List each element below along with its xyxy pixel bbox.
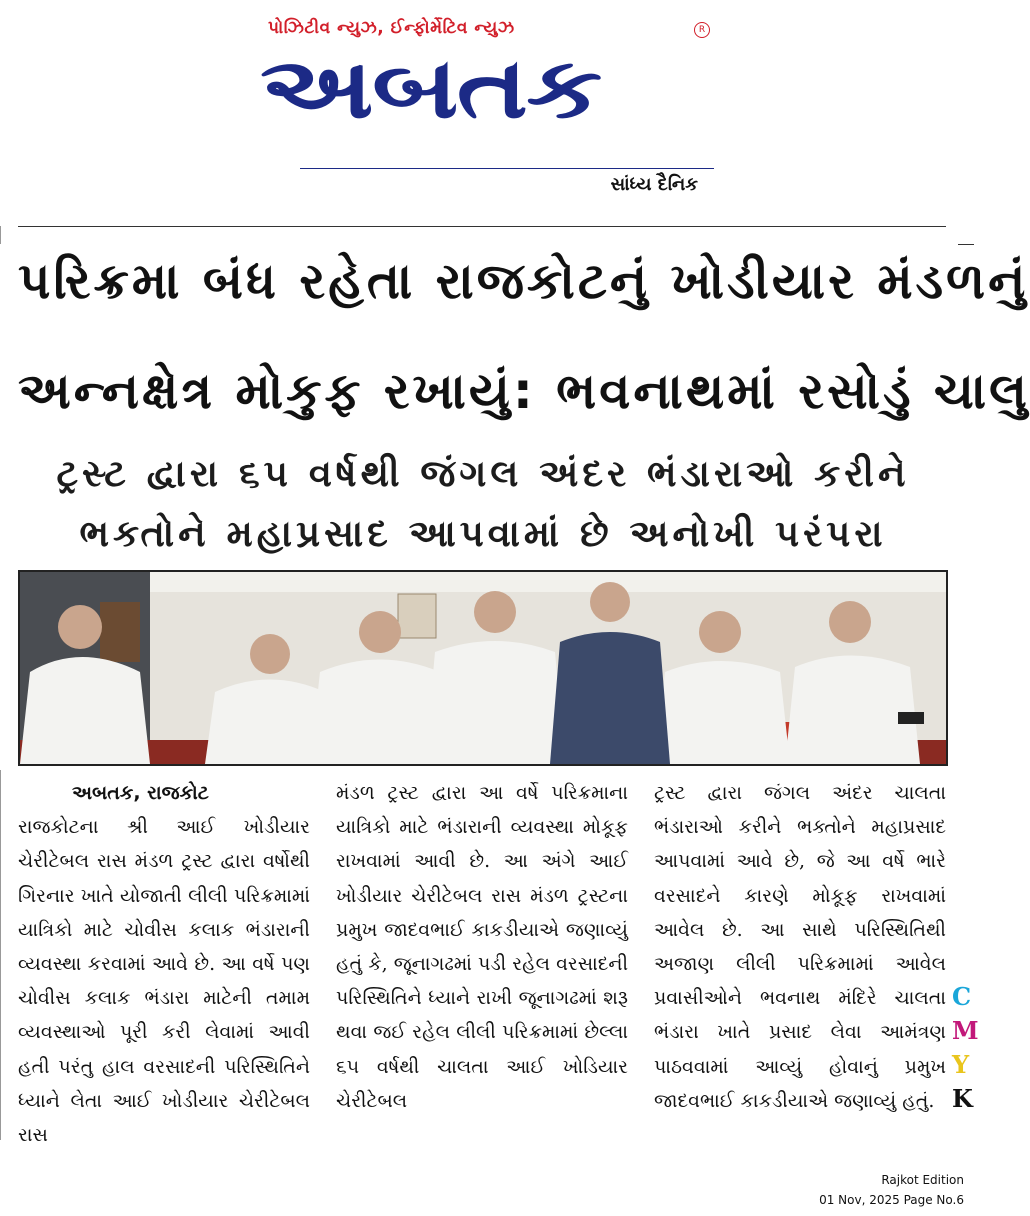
top-divider	[18, 226, 946, 227]
newspaper-logo: અબતક	[260, 39, 601, 138]
masthead	[260, 18, 720, 213]
cmyk-magenta: M	[952, 1016, 979, 1045]
masthead-tagline: પોઝિટીવ ન્યુઝ, ઈન્ફોર્મેટિવ ન્યુઝ	[268, 18, 515, 38]
headline-line-1: પરિક્રમા બંધ રહેતા રાજકોટનું ખોડીયાર મંડળનું	[18, 252, 1029, 310]
group-photo-illustration	[20, 572, 946, 764]
article-column-1	[18, 776, 310, 1152]
right-margin-mark	[958, 244, 974, 245]
registered-mark: R	[694, 22, 710, 38]
edition-date-page: 01 Nov, 2025 Page No.6	[819, 1193, 964, 1207]
masthead-subtag: સાંધ્ય દૈનિક	[610, 174, 698, 195]
edition-name: Rajkot Edition	[881, 1173, 964, 1187]
article-column-1-text: રાજકોટના શ્રી આઈ ખોડીયાર ચેરીટેબલ રાસ મંડળ ટ્રસ્ટ દ્વારા વર્ષોથી ગિરનાર ખાતે યોજાતી લીલી પરિક્રમામાં યાત્રિકો માટે ચોવીસ કલાક ભંડારાની વ્યવસ્થા કરવામાં આવે છે. આ વર્ષે પણ ચોવીસ કલાક ભંડારા માટેની તમામ વ્યવસ્થાઓ પૂરી કરી લેવામાં આવી હતી પરંતુ હાલ વરસાદની પરિસ્થિતિને ધ્યાને લેતા આઈ ખોડીયાર ચેરીટેબલ રાસ	[18, 816, 310, 1147]
left-column-rule	[0, 770, 1, 1140]
subheadline-line-2: ભક્તોને મહાપ્રસાદ આપવામાં છે અનોખી પરંપરા	[79, 512, 887, 555]
article-photo	[18, 570, 948, 766]
cmyk-black: K	[952, 1084, 973, 1113]
article-column-3	[654, 776, 946, 1118]
headline-line-2: અન્નક્ષેત્ર મોકુફ રખાયું: ભવનાથમાં રસોડું ચાલુ	[18, 362, 1030, 420]
edition-info	[819, 1170, 964, 1210]
article-dateline: અબતક, રાજકોટ	[72, 782, 209, 804]
cmyk-color-bar	[952, 980, 979, 1116]
article-column-2	[336, 776, 628, 1118]
subheadline-line-1: ટ્રસ્ટ દ્વારા ૬૫ વર્ષથી જંગલ અંદર ભંડારાઓ કરીને	[56, 452, 910, 495]
cmyk-yellow: Y	[952, 1050, 970, 1079]
article-column-3-text: ટ્રસ્ટ દ્વારા જંગલ અંદર ચાલતા ભંડારાઓ કરીને ભક્તોને મહાપ્રસાદ આપવામાં આવે છે, જે આ વર્ષે ભારે વરસાદને કારણે મોકૂફ રાખવામાં આવેલ છે. આ સાથે પરિસ્થિતિથી અજાણ લીલી પરિક્રમામાં આવેલ પ્રવાસીઓને ભવનાથ મંદિરે ચાલતા ભંડારા ખાતે પ્રસાદ લેવા આમંત્રણ પાઠવવામાં આવ્યું હોવાનું પ્રમુખ જાદવભાઈ કાકડીયાએ જણાવ્યું હતું.	[654, 782, 946, 1112]
article-column-2-text: મંડળ ટ્રસ્ટ દ્વારા આ વર્ષે પરિક્રમાના યાત્રિકો માટે ભંડારાની વ્યવસ્થા મોકૂફ રાખવામાં આવી છે. આ અંગે આઈ ખોડીયાર ચેરીટેબલ રાસ મંડળ ટ્રસ્ટના પ્રમુખ જાદવભાઈ કાકડીયાએ જણાવ્યું હતું કે, જૂનાગઢમાં પડી રહેલ વરસાદની પરિસ્થિતિને ધ્યાને રાખી જૂનાગઢમાં શરૂ થવા જઈ રહેલ લીલી પરિક્રમામાં છેલ્લા ૬૫ વર્ષથી ચાલતા આઈ ખોડિયાર ચેરીટેબલ	[336, 782, 628, 1112]
logo-underline	[300, 168, 714, 169]
left-margin-mark	[0, 226, 1, 244]
cmyk-cyan: C	[952, 982, 972, 1011]
